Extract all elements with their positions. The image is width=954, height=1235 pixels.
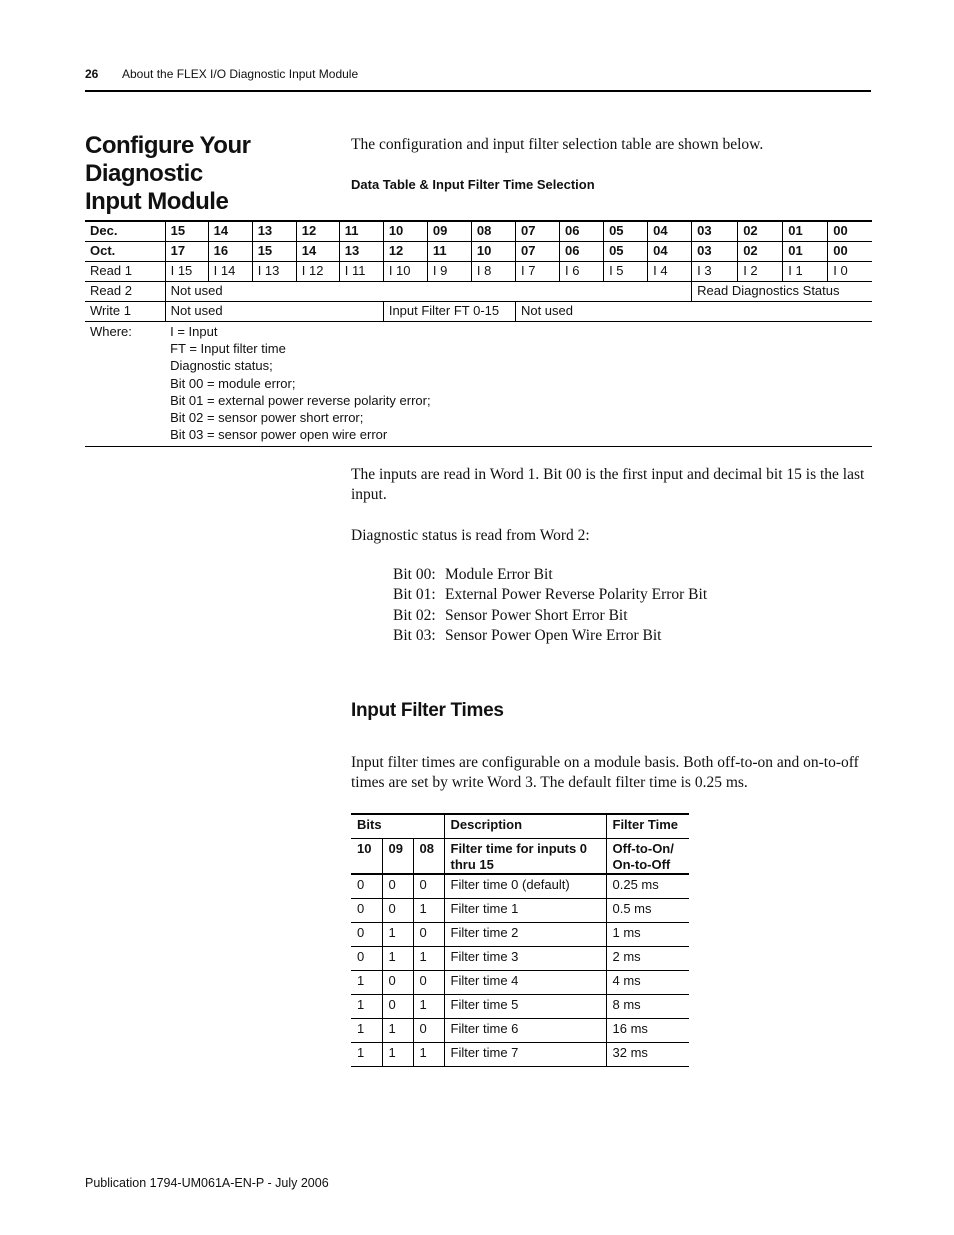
bit-cell: 02 (738, 221, 783, 242)
input-cell: I 7 (515, 262, 559, 282)
row-label: Oct. (85, 242, 165, 262)
bit-cell: 01 (783, 221, 828, 242)
bit-cell: 02 (738, 242, 783, 262)
input-cell: I 3 (692, 262, 738, 282)
bit-cell: 08 (471, 221, 515, 242)
bit-value-cell: 0 (351, 874, 382, 899)
input-cell: I 4 (648, 262, 692, 282)
diag-bit-item: Bit 03: Sensor Power Open Wire Error Bit (393, 626, 662, 644)
filter-section-title: Input Filter Times (351, 700, 504, 721)
filter-time-table (351, 813, 689, 1067)
legend-line: Diagnostic status; (170, 358, 273, 374)
diag-bit-item: Bit 00: Module Error Bit (393, 566, 553, 583)
bit-cell: 03 (692, 242, 738, 262)
table-row-where (85, 322, 872, 447)
section-intro: The configuration and input filter selection table are shown below. (351, 136, 764, 153)
page-number: 26 (85, 67, 99, 81)
input-cell: I 5 (604, 262, 648, 282)
bit-value-cell: 1 (413, 1043, 444, 1067)
subheader-description: Filter time for inputs 0 thru 15 (444, 839, 606, 875)
cell-not-used: Not used (165, 282, 692, 302)
cell-not-used: Not used (515, 302, 872, 322)
section-title-line1: Configure Your Diagnostic (85, 132, 251, 187)
input-cell: I 6 (560, 262, 604, 282)
diag-bit-item: Bit 02: Sensor Power Short Error Bit (393, 606, 628, 624)
bit-cell: 10 (471, 242, 515, 262)
bit-cell: 15 (165, 221, 208, 242)
filter-time-cell: 32 ms (606, 1043, 689, 1067)
filter-time-cell: 0.25 ms (606, 874, 689, 899)
table-row-read1 (85, 262, 872, 282)
input-cell: I 12 (296, 262, 339, 282)
legend-line: Bit 03 = sensor power open wire error (170, 427, 388, 443)
filter-time-cell: 0.5 ms (606, 899, 689, 923)
input-cell: I 14 (208, 262, 252, 282)
bit-cell: 12 (383, 242, 427, 262)
header-description: Description (444, 814, 606, 839)
table-row-write1 (85, 302, 872, 322)
legend-line: Bit 01 = external power reverse polarity error; (170, 392, 431, 408)
bit-cell: 06 (560, 221, 604, 242)
input-cell: I 2 (738, 262, 783, 282)
page-footer: Publication 1794-UM061A-EN-P - July 2006 (85, 1176, 329, 1190)
bit-value-cell: 1 (382, 1043, 413, 1067)
bit-value-cell: 0 (413, 971, 444, 995)
bit-cell: 10 (383, 221, 427, 242)
filter-time-cell: 4 ms (606, 971, 689, 995)
bit-cell: 05 (604, 242, 648, 262)
bit-cell: 12 (296, 221, 339, 242)
bit-value-cell: 0 (413, 874, 444, 899)
subheader-bit: 09 (382, 839, 413, 875)
filter-table-subheader (351, 839, 689, 875)
bit-value-cell: 1 (413, 899, 444, 923)
bit-cell: 15 (252, 242, 296, 262)
input-cell: I 15 (165, 262, 208, 282)
bit-cell: 16 (208, 242, 252, 262)
bit-cell: 06 (560, 242, 604, 262)
bit-value-cell: 1 (351, 1019, 382, 1043)
legend-line: FT = Input filter time (170, 341, 286, 357)
cell-read-diagnostics: Read Diagnostics Status (692, 282, 872, 302)
bit-cell: 14 (208, 221, 252, 242)
filter-time-cell: 8 ms (606, 995, 689, 1019)
bit-cell: 13 (339, 242, 383, 262)
filter-description-cell: Filter time 3 (444, 947, 606, 971)
legend-line: Bit 00 = module error; (170, 375, 296, 391)
diag-bit-item: Bit 01: External Power Reverse Polarity Error Bit (393, 586, 708, 604)
table-row (351, 899, 689, 923)
input-cell: I 9 (427, 262, 471, 282)
bit-cell: 17 (165, 242, 208, 262)
table-row (351, 1019, 689, 1043)
bit-value-cell: 0 (351, 899, 382, 923)
bit-value-cell: 0 (413, 923, 444, 947)
bit-value-cell: 1 (382, 923, 413, 947)
header-filter-time: Filter Time (606, 814, 689, 839)
section-title (85, 132, 335, 216)
subheader-bit: 08 (413, 839, 444, 875)
bit-value-cell: 0 (382, 874, 413, 899)
bit-value-cell: 0 (382, 971, 413, 995)
bit-cell: 04 (648, 221, 692, 242)
bit-cell: 13 (252, 221, 296, 242)
page-header (85, 66, 871, 92)
input-cell: I 10 (383, 262, 427, 282)
table-caption: Data Table & Input Filter Time Selection (351, 177, 595, 192)
filter-description-cell: Filter time 4 (444, 971, 606, 995)
row-label: Write 1 (85, 302, 165, 322)
row-label: Dec. (85, 221, 165, 242)
header-title: About the FLEX I/O Diagnostic Input Module (122, 67, 359, 81)
filter-description-cell: Filter time 6 (444, 1019, 606, 1043)
bit-value-cell: 0 (382, 899, 413, 923)
bit-cell: 00 (828, 221, 872, 242)
input-cell: I 11 (339, 262, 383, 282)
inputs-paragraph: The inputs are read in Word 1. Bit 00 is the first input and decimal bit 15 is the last input. (351, 466, 865, 503)
subheader-bit: 10 (351, 839, 382, 875)
filter-description-cell: Filter time 5 (444, 995, 606, 1019)
diag-intro-paragraph: Diagnostic status is read from Word 2: (351, 527, 590, 544)
header-bits: Bits (351, 814, 444, 839)
bit-cell: 01 (783, 242, 828, 262)
subheader-time: Off-to-On/ On-to-Off (606, 839, 689, 875)
bit-value-cell: 0 (413, 1019, 444, 1043)
bit-cell: 00 (828, 242, 872, 262)
filter-intro-paragraph: Input filter times are configurable on a module basis. Both off-to-on and on-to-off times are set by write Word 3. The default filter time is 0.25 ms. (351, 754, 859, 791)
row-label: Where: (85, 322, 165, 447)
row-label: Read 2 (85, 282, 165, 302)
bit-cell: 09 (427, 221, 471, 242)
bit-cell: 14 (296, 242, 339, 262)
bit-cell: 07 (515, 221, 559, 242)
filter-time-cell: 1 ms (606, 923, 689, 947)
filter-description-cell: Filter time 2 (444, 923, 606, 947)
filter-time-cell: 16 ms (606, 1019, 689, 1043)
data-table (85, 220, 872, 447)
table-row (351, 995, 689, 1019)
table-row (351, 947, 689, 971)
bit-value-cell: 0 (382, 995, 413, 1019)
table-row (351, 971, 689, 995)
bit-value-cell: 1 (351, 971, 382, 995)
input-cell: I 8 (471, 262, 515, 282)
diag-bit-list (393, 565, 707, 646)
filter-description-cell: Filter time 7 (444, 1043, 606, 1067)
bit-value-cell: 1 (382, 947, 413, 971)
cell-input-filter: Input Filter FT 0-15 (383, 302, 515, 322)
table-row (351, 923, 689, 947)
bit-value-cell: 1 (382, 1019, 413, 1043)
bit-cell: 05 (604, 221, 648, 242)
table-row-dec (85, 221, 872, 242)
bit-value-cell: 1 (351, 1043, 382, 1067)
legend-line: Bit 02 = sensor power short error; (170, 410, 364, 426)
table-row-read2 (85, 282, 872, 302)
bit-value-cell: 1 (413, 995, 444, 1019)
bit-value-cell: 0 (351, 923, 382, 947)
input-cell: I 0 (828, 262, 872, 282)
legend-line: I = Input (170, 324, 218, 339)
row-label: Read 1 (85, 262, 165, 282)
bit-cell: 03 (692, 221, 738, 242)
bit-cell: 11 (427, 242, 471, 262)
input-cell: I 1 (783, 262, 828, 282)
table-row (351, 874, 689, 899)
bit-value-cell: 1 (413, 947, 444, 971)
bit-cell: 04 (648, 242, 692, 262)
table-row-oct (85, 242, 872, 262)
where-legend (165, 322, 872, 447)
bit-value-cell: 0 (351, 947, 382, 971)
bit-cell: 11 (339, 221, 383, 242)
filter-time-cell: 2 ms (606, 947, 689, 971)
filter-description-cell: Filter time 0 (default) (444, 874, 606, 899)
bit-value-cell: 1 (351, 995, 382, 1019)
input-cell: I 13 (252, 262, 296, 282)
section-title-line2: Input Module (85, 188, 229, 215)
bit-cell: 07 (515, 242, 559, 262)
cell-not-used: Not used (165, 302, 383, 322)
table-row (351, 1043, 689, 1067)
filter-table-header (351, 814, 689, 839)
filter-description-cell: Filter time 1 (444, 899, 606, 923)
